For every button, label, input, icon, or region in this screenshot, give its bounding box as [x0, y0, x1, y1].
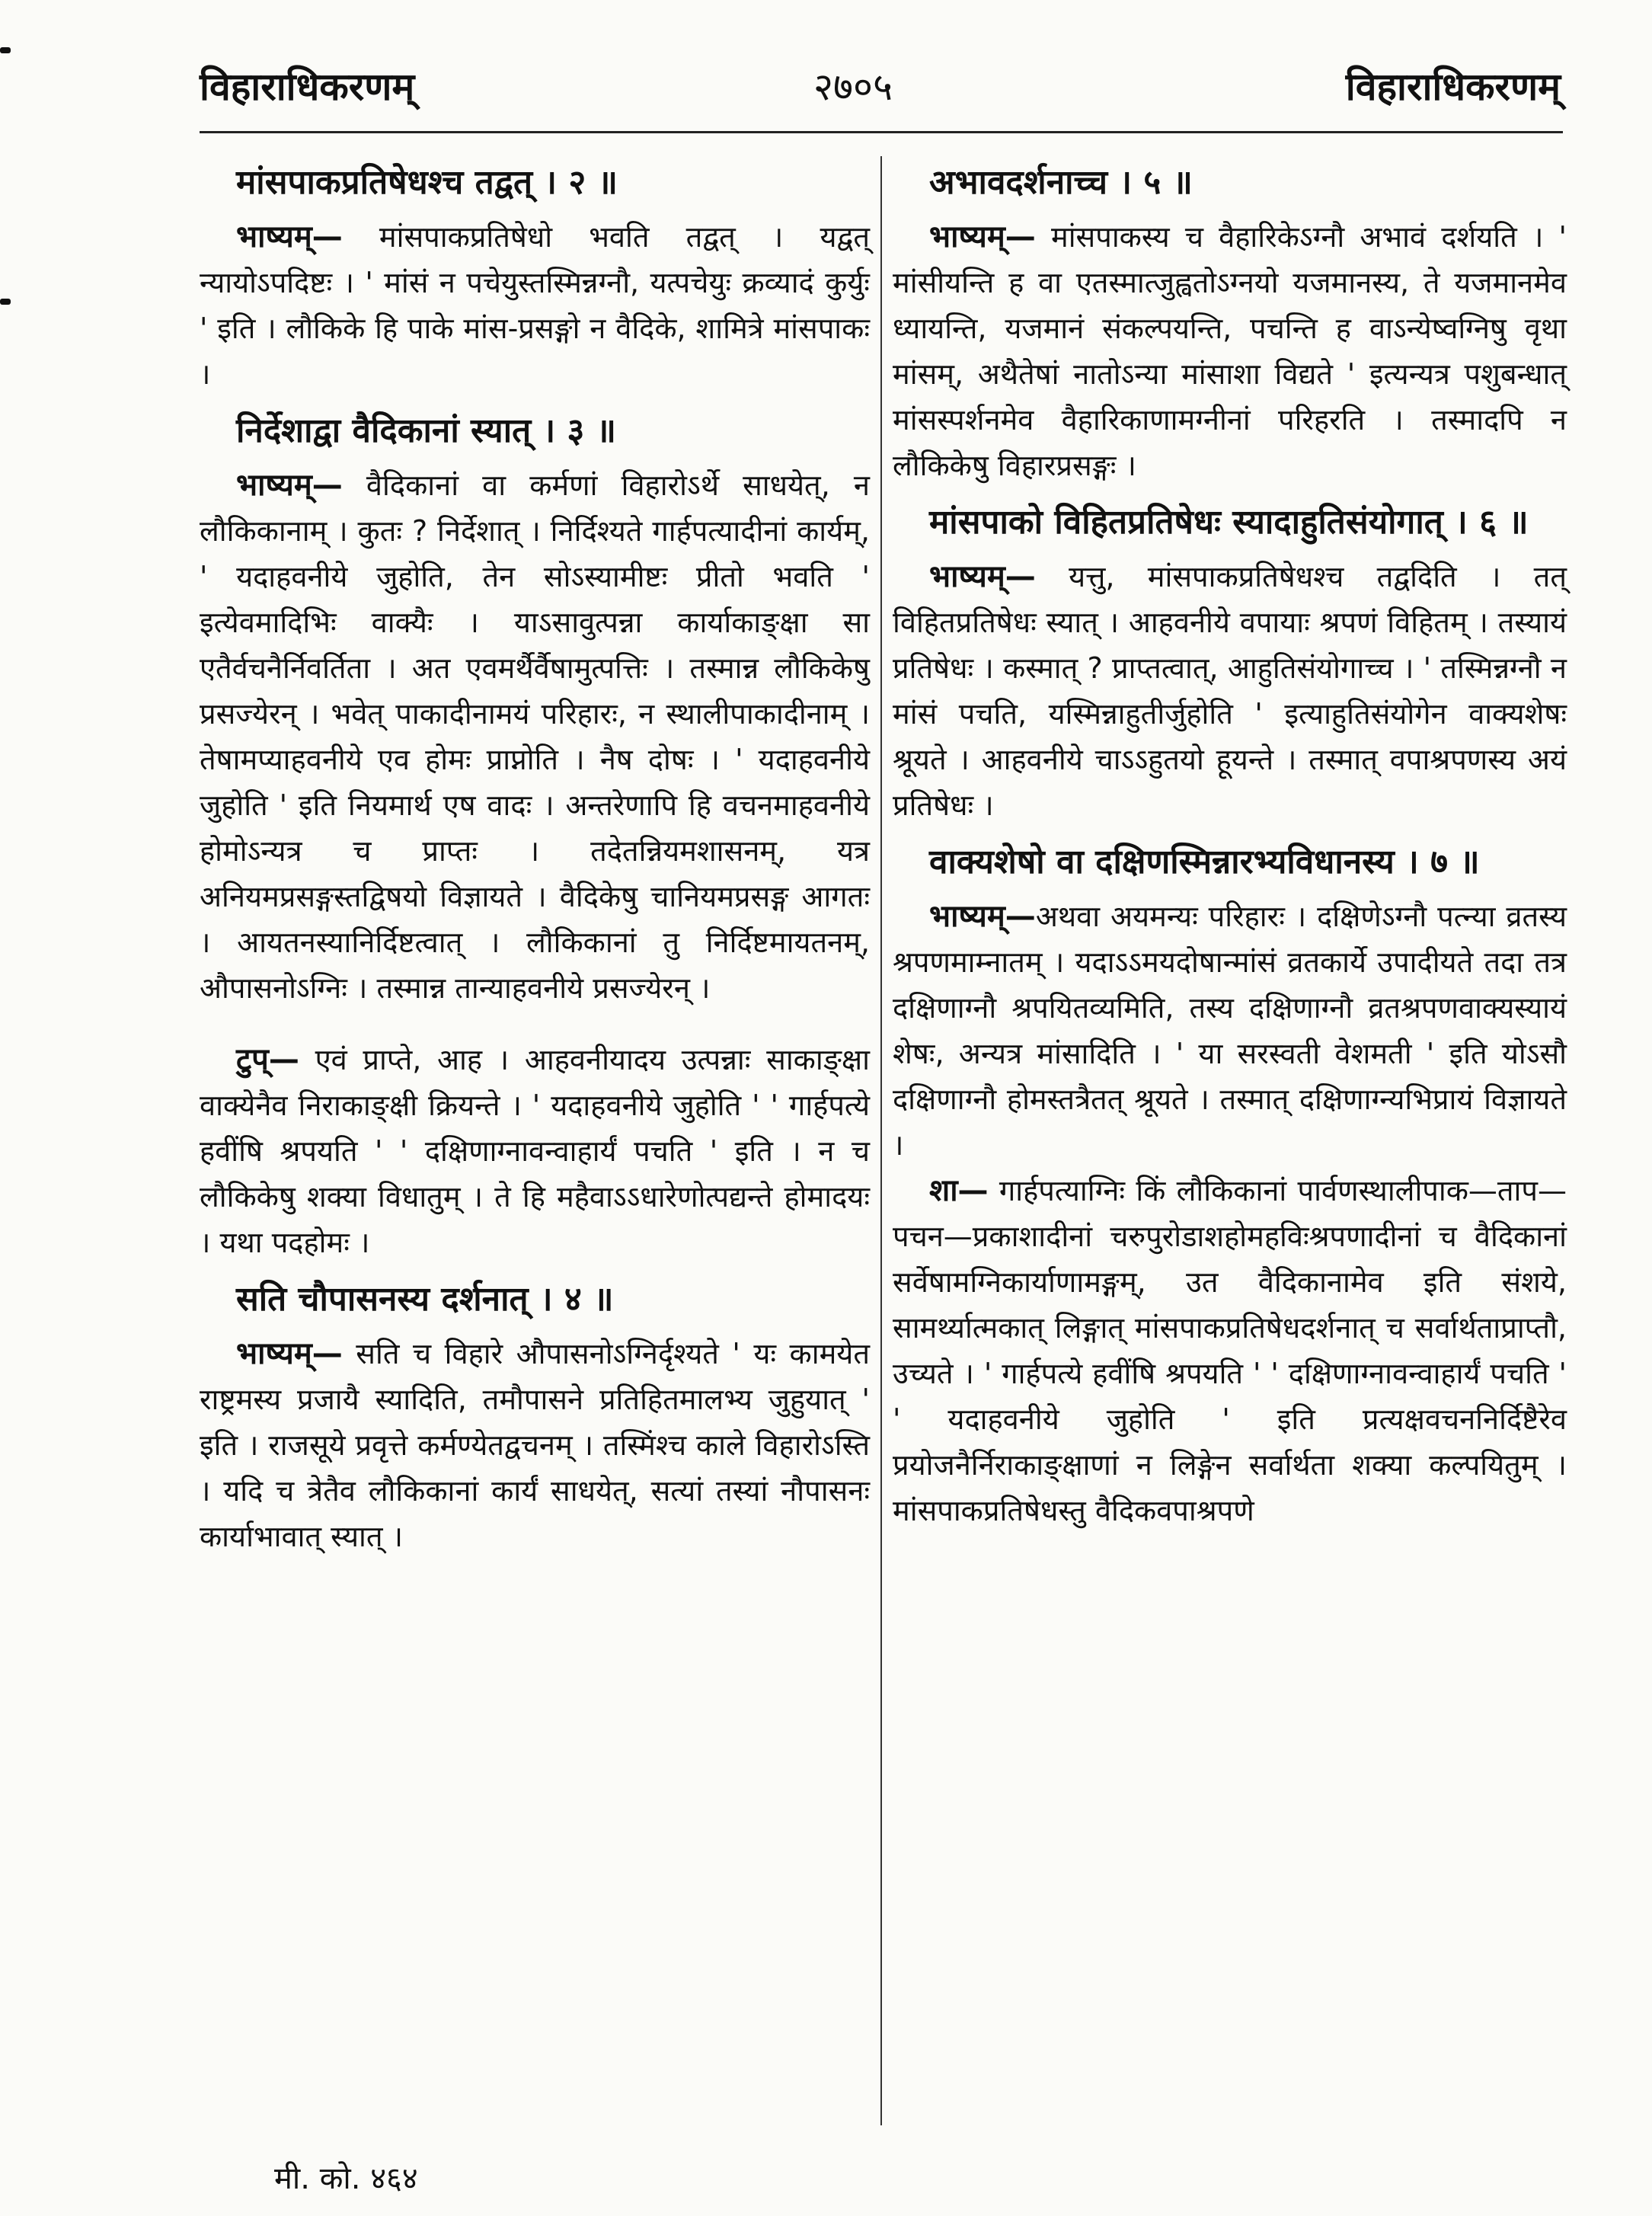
left-column: [200, 149, 870, 1559]
paragraph-label: टुप्—: [236, 1042, 299, 1077]
paragraph-gap: [200, 1011, 870, 1037]
paragraph-text: गार्हपत्याग्निः किं लौकिकानां पार्वणस्थालीपाक—ताप—पचन—प्रकाशादीनां चरुपुरोडाशहोमहविःश्रपणादीनां च वैदिकानां सर्वेषामग्निकार्याणामङ्गम्, उत वैदिकानामेव इति संशये, सामर्थ्यात्मकात् लिङ्गात् मांसपाकप्रतिषेधदर्शनात् च सर्वार्थताप्राप्तौ, उच्यते । ' गार्हपत्ये हवींषि श्रपयति ' ' दक्षिणाग्नावन्वाहार्यं पचति ' ' यदाहवनीये जुहोति ' इति प्रत्यक्षवचननिर्दिष्टैरेव प्रयोजनैर्निराकाङ्क्षाणां न लिङ्गेन सर्वार्थता शक्या कल्पयितुम् । मांसपाकप्रतिषेधस्तु वैदिकवपाश्रपणे: [893, 1174, 1567, 1527]
paragraph-label: भाष्यम्—: [929, 219, 1036, 254]
paragraph-text: एवं प्राप्ते, आह । आहवनीयादय उत्पन्नाः साकाङ्क्षा वाक्येनैव निराकाङ्क्षी क्रियन्ते । ' यदाहवनीये जुहोति ' ' गार्हपत्ये हवींषि श्रपयति ' ' दक्षिणाग्नावन्वाहार्यं पचति ' इति । न च लौकिकेषु शक्या विधातुम् । ते हि महैवाऽऽधारेणोत्पद्यन्ते होमादयः । यथा पदहोमः ।: [200, 1043, 870, 1259]
commentary-paragraph: [200, 462, 870, 1011]
paragraph-text: सति च विहारे औपासनोऽग्निर्दृश्यते ' यः कामयेत राष्ट्रमस्य प्रजायै स्यादिति, तमौपासने प्रतिहितमालभ्य जुहुयात् ' इति । राजसूये प्रवृत्ते कर्मण्येतद्वचनम् । तस्मिंश्च काले विहारोऽस्ति । यदि च त्रेतैव लौकिकानां कार्यं साधयेत्, सत्यां तस्यां नौपासनः कार्याभावात् स्यात् ।: [200, 1337, 870, 1553]
commentary-paragraph: [200, 1331, 870, 1559]
commentary-paragraph: [893, 214, 1567, 488]
running-header-left: विहाराधिकरणम्: [200, 65, 415, 109]
sutra-heading: मांसपाको विहितप्रतिषेधः स्यादाहुतिसंयोगात् । ६ ॥: [929, 503, 1529, 542]
commentary-paragraph: [893, 894, 1567, 1168]
paragraph-label: भाष्यम्—: [236, 219, 343, 254]
running-header-right: विहाराधिकरणम्: [1345, 65, 1561, 109]
paragraph-text: यत्तु, मांसपाकप्रतिषेधश्च तद्वदिति । तत् विहितप्रतिषेधः स्यात् । आहवनीये वपायाः श्रपणं विहितम् । तस्यायं प्रतिषेधः । कस्मात् ? प्राप्तत्वात्, आहुतिसंयोगाच्च । ' तस्मिन्नग्नौ न मांसं पचति, यस्मिन्नाहुतीर्जुहोति ' इत्याहुतिसंयोगेन वाक्यशेषः श्रूयते । आहवनीये चाऽऽहुतयो हूयन्ते । तस्मात् वपाश्रपणस्य अयं प्रतिषेधः ।: [893, 560, 1567, 822]
paragraph-label: भाष्यम्—: [929, 559, 1036, 594]
commentary-paragraph: [200, 1037, 870, 1265]
paragraph-label: शा—: [929, 1173, 989, 1208]
commentary-paragraph: [893, 1168, 1567, 1533]
page-number: २७०५: [813, 65, 893, 109]
paragraph-text: मांसपाकस्य च वैहारिकेऽग्नौ अभावं दर्शयति । ' मांसीयन्ति ह वा एतस्मात्जुह्वतोऽग्नयो यजमानस्य, ते यजमानमेव ध्यायन्ति, यजमानं संकल्पयन्ति, पचन्ति ह वाऽन्येष्वग्निषु वृथा मांसम्, अथैतेषां नातोऽन्या मांसाशा विद्यते ' इत्यन्यत्र पशुबन्धात् मांसस्पर्शनमेव वैहारिकाणामग्नीनां परिहरति । तस्मादपि न लौकिकेषु विहारप्रसङ्गः ।: [893, 220, 1567, 482]
sutra-heading: अभावदर्शनाच्च । ५ ॥: [929, 163, 1193, 202]
sutra-heading: वाक्यशेषो वा दक्षिणस्मिन्नारभ्यविधानस्य । ७ ॥: [929, 843, 1480, 881]
edge-mark: [0, 47, 11, 53]
paragraph-label: भाष्यम्—: [236, 1336, 343, 1371]
column-divider: [880, 156, 882, 2125]
commentary-paragraph: [200, 214, 870, 397]
paragraph-text: मांसपाकप्रतिषेधो भवति तद्वत् । यद्वत् न्यायोऽपदिष्टः । ' मांसं न पचेयुस्तस्मिन्नग्नौ, यत्पचेयुः क्रव्यादं कुर्युः ' इति । लौकिके हि पाके मांस-प्रसङ्गो न वैदिके, शामित्रे मांसपाकः ।: [200, 220, 870, 391]
right-column: [893, 149, 1567, 1533]
header-rule: [200, 131, 1563, 133]
commentary-paragraph: [893, 554, 1567, 828]
footer-signature: मी. को. ४६४: [274, 2161, 418, 2196]
paragraph-label: भाष्यम्—: [929, 899, 1036, 934]
paragraph-text: अथवा अयमन्यः परिहारः । दक्षिणेऽग्नौ पत्न्या व्रतस्य श्रपणमाम्नातम् । यदाऽऽमयदोषान्मांसं व्रतकार्ये उपादीयते तदा तत्र दक्षिणाग्नौ श्रपयितव्यमिति, तस्य दक्षिणाग्नौ व्रतश्रपणवाक्यस्यायं शेषः, अन्यत्र मांसादिति । ' या सरस्वती वेशमती ' इति योऽसौ दक्षिणाग्नौ होमस्तत्रैतत् श्रूयते । तस्मात् दक्षिणाग्न्यभिप्रायं विज्ञायते ।: [893, 900, 1567, 1162]
paragraph-text: वैदिकानां वा कर्मणां विहारोऽर्थे साधयेत्, न लौकिकानाम् । कुतः ? निर्देशात् । निर्दिश्यते गार्हपत्यादीनां कार्यम्, ' यदाहवनीये जुहोति, तेन सोऽस्यामीष्टः प्रीतो भवति ' इत्येवमादिभिः वाक्यैः । याऽसावुत्पन्ना कार्याकाङ्क्षा सा एतैर्वचनैर्निवर्तिता । अत एवमर्थैर्वैषामुत्पत्तिः । तस्मान्न लौकिकेषु प्रसज्येरन् । भवेत् पाकादीनामयं परिहारः, न स्थालीपाकादीनाम् । तेषामप्याहवनीये एव होमः प्राप्नोति । नैष दोषः । ' यदाहवनीये जुहोति ' इति नियमार्थ एष वादः । अन्तरेणापि हि वचनमाहवनीये होमोऽन्यत्र च प्राप्तः । तदेतन्नियमशासनम्, यत्र अनियमप्रसङ्गस्तद्विषयो विज्ञायते । वैदिकेषु चानियमप्रसङ्ग आगतः । आयतनस्यानिर्दिष्टत्वात् । लौकिकानां तु निर्दिष्टमायतनम्, औपासनोऽग्निः । तस्मान्न तान्याहवनीये प्रसज्येरन् ।: [200, 468, 870, 1005]
edge-mark: [0, 299, 11, 305]
sutra-heading: सति चौपासनस्य दर्शनात् । ४ ॥: [236, 1280, 614, 1319]
sutra-heading: निर्देशाद्वा वैदिकानां स्यात् । ३ ॥: [236, 411, 617, 450]
paragraph-label: भाष्यम्—: [236, 468, 343, 503]
sutra-heading: मांसपाकप्रतिषेधश्च तद्वत् । २ ॥: [236, 163, 618, 202]
